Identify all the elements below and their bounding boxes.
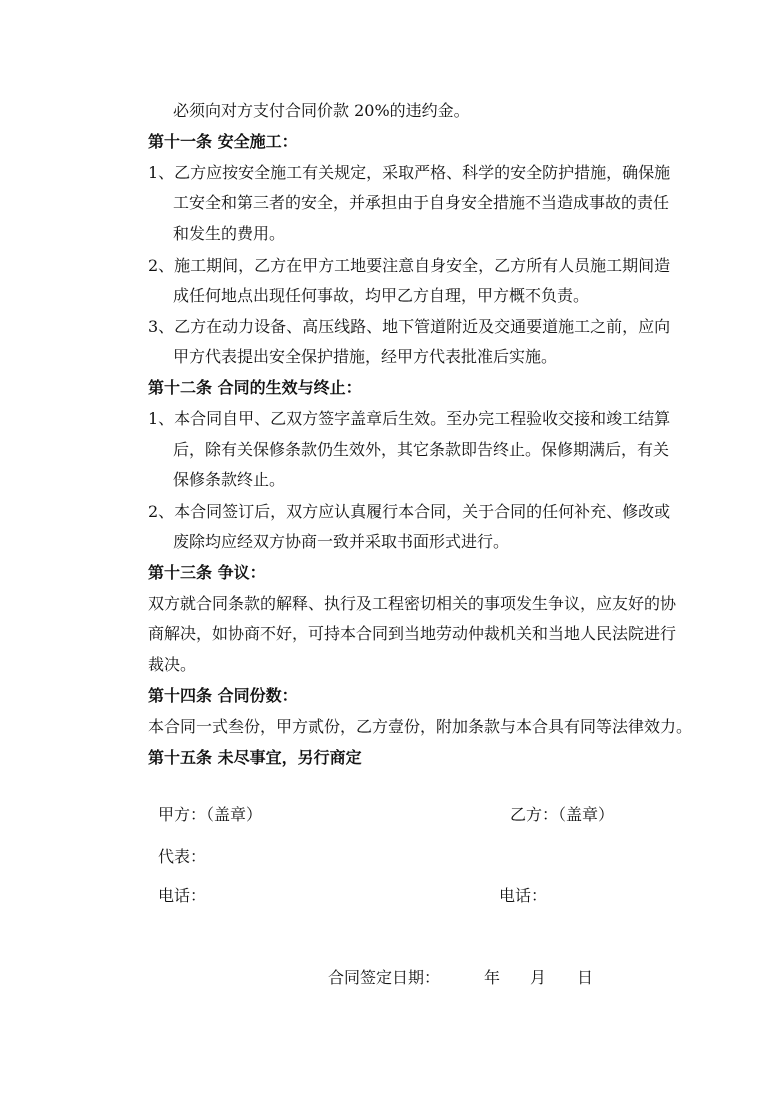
party-a-seal-label: 甲方：（盖章） <box>158 805 263 824</box>
representative-label: 代表： <box>158 847 207 866</box>
section-11-item-2-line-2: 成任何地点出现任何事故，均甲乙方自理，甲方概不负责。 <box>173 286 590 305</box>
section-11-item-2-line-1: 2、施工期间，乙方在甲方工地要注意自身安全，乙方所有人员施工期间造 <box>148 256 671 275</box>
section-12-item-2-line-2: 废除均应经双方协商一致并采取书面形式进行。 <box>173 532 510 551</box>
section-11-item-3-line-1: 3、乙方在动力设备、高压线路、地下管道附近及交通要道施工之前，应向 <box>148 317 671 336</box>
party-b-seal-label: 乙方：（盖章） <box>510 805 615 824</box>
section-13-paragraph-line-2: 商解决，如协商不好，可持本合同到当地劳动仲裁机关和当地人民法院进行 <box>148 624 677 643</box>
section-12-item-1-line-2: 后，除有关保修条款仍生效外，其它条款即告终止。保修期满后，有关 <box>173 440 670 459</box>
date-year-label: 年 <box>484 968 501 987</box>
section-14-paragraph-line-1: 本合同一式叁份，甲方贰份，乙方壹份，附加条款与本合具有同等法律效力。 <box>148 717 693 736</box>
section-13-paragraph-line-1: 双方就合同条款的解释、执行及工程密切相关的事项发生争议，应友好的协 <box>148 594 677 613</box>
section-14-heading: 第十四条 合同份数： <box>148 686 298 705</box>
section-11-heading: 第十一条 安全施工： <box>148 132 298 151</box>
signing-date-label: 合同签定日期： <box>328 968 441 987</box>
section-12-heading: 第十二条 合同的生效与终止： <box>148 378 362 397</box>
section-13-paragraph-line-3: 裁决。 <box>148 655 197 674</box>
section-12-item-2-line-1: 2、本合同签订后，双方应认真履行本合同，关于合同的任何补充、修改或 <box>148 502 671 521</box>
carryover-line: 必须向对方支付合同价款 20%的违约金。 <box>173 101 470 120</box>
section-12-item-1-line-3: 保修条款终止。 <box>173 470 286 489</box>
date-day-label: 日 <box>577 968 594 987</box>
party-a-phone-label: 电话： <box>158 886 207 905</box>
section-11-item-1-line-1: 1、乙方应按安全施工有关规定，采取严格、科学的安全防护措施，确保施 <box>148 163 671 182</box>
section-13-heading: 第十三条 争议： <box>148 563 266 582</box>
section-11-item-1-line-3: 和发生的费用。 <box>173 224 286 243</box>
section-12-item-1-line-1: 1、本合同自甲、乙双方签字盖章后生效。至办完工程验收交接和竣工结算 <box>148 409 671 428</box>
section-11-item-1-line-2: 工安全和第三者的安全，并承担由于自身安全措施不当造成事故的责任 <box>173 193 670 212</box>
date-month-label: 月 <box>530 968 547 987</box>
section-15-heading: 第十五条 未尽事宜，另行商定 <box>148 748 362 767</box>
section-11-item-3-line-2: 甲方代表提出安全保护措施，经甲方代表批准后实施。 <box>173 347 558 366</box>
party-b-phone-label: 电话： <box>499 886 548 905</box>
